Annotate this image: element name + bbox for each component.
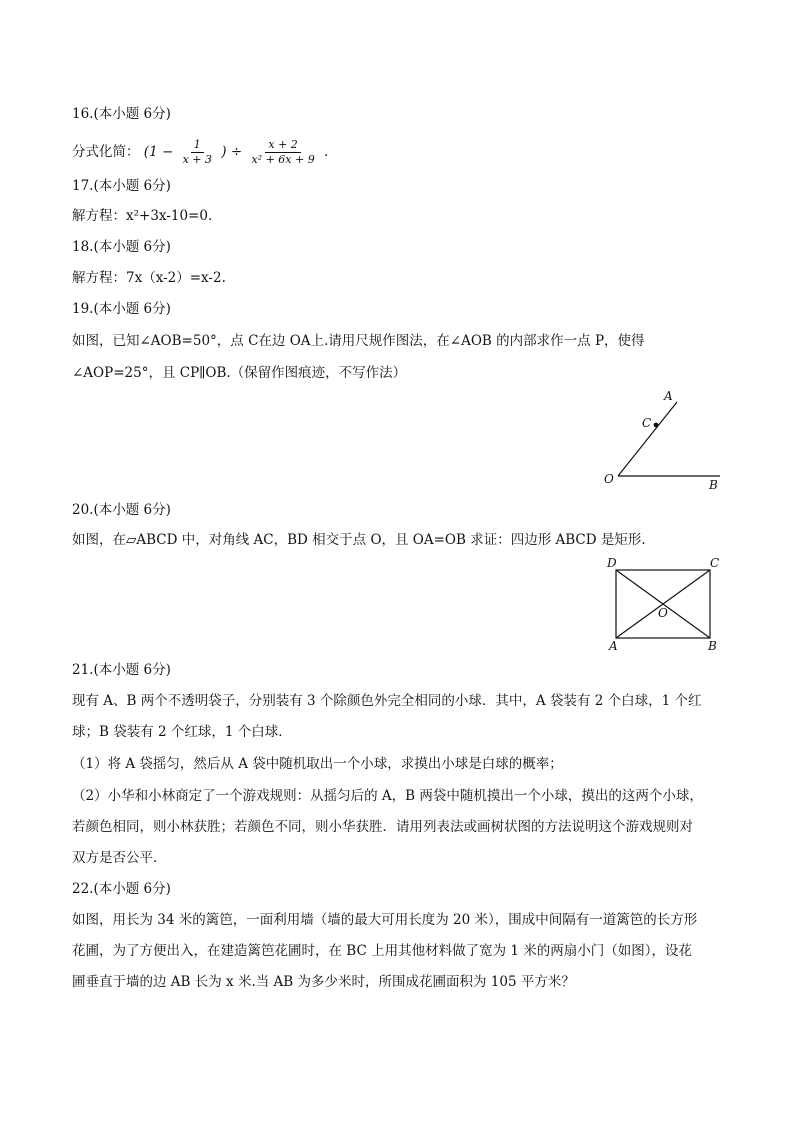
q21-line4: （2）小华和小林商定了一个游戏规则：从摇匀后的 A，B 两袋中随机摸出一个小球，摸出的这两个小球， bbox=[72, 788, 703, 804]
q22-line3: 圃垂直于墙的边 AB 长为 x 米.当 AB 为多少米时，所围成花圃面积为 105 平方米？ bbox=[72, 974, 575, 990]
q21-line2: 球；B 袋装有 2 个红球，1 个白球． bbox=[72, 724, 292, 740]
q16-frac2-num: x + 2 bbox=[265, 138, 300, 153]
q16-header: 16.(本小题 6分) bbox=[72, 106, 171, 122]
q16-frac1-num: 1 bbox=[191, 138, 204, 153]
q18-text: 解方程：7x（x-2）=x-2. bbox=[72, 270, 226, 286]
q16-frac2-den: x² + 6x + 9 bbox=[251, 153, 315, 166]
label-b: B bbox=[708, 639, 717, 653]
q21-line1: 现有 A、B 两个不透明袋子，分别装有 3 个除颜色外完全相同的小球．其中，A 袋装有 2 个白球，1 个红 bbox=[72, 693, 702, 709]
q22-line2: 花圃，为了方便出入，在建造篱笆花圃时，在 BC 上用其他材料做了宽为 1 米的两扇小门（如图），设花 bbox=[72, 943, 693, 959]
q16-frac1-den: x + 3 bbox=[182, 153, 212, 166]
ray-oa bbox=[618, 402, 677, 476]
label-d: D bbox=[607, 556, 617, 570]
q16-open: (1 − bbox=[143, 144, 174, 160]
q21-header: 21.(本小题 6分) bbox=[72, 662, 171, 678]
q18-header: 18.(本小题 6分) bbox=[72, 239, 171, 255]
label-a: A bbox=[664, 389, 673, 403]
q19-line1: 如图，已知∠AOB=50°，点 C在边 OA上.请用尺规作图法，在∠AOB 的内部求作一点 P，使得 bbox=[72, 333, 645, 349]
q20-header: 20.(本小题 6分) bbox=[72, 502, 171, 518]
q16-close: ) bbox=[221, 144, 227, 160]
q21-line5: 若颜色相同，则小林获胜；若颜色不同，则小华获胜．请用列表法或画树状图的方法说明这个游戏规则对 bbox=[72, 819, 693, 835]
q20-rectangle-figure bbox=[600, 554, 730, 654]
q16-prefix: 分式化简： bbox=[72, 144, 140, 160]
q16-frac1 bbox=[180, 138, 215, 167]
point-c bbox=[654, 423, 659, 428]
q20-text: 如图，在▱ABCD 中，对角线 AC，BD 相交于点 O，且 OA=OB 求证：四边形 ABCD 是矩形. bbox=[72, 532, 646, 548]
q17-header: 17.(本小题 6分) bbox=[72, 178, 171, 194]
label-o: O bbox=[604, 472, 614, 486]
label-c: C bbox=[710, 556, 720, 570]
q22-line1: 如图，用长为 34 米的篱笆，一面利用墙（墙的最大可用长度为 20 米），围成中间隔有一道篱笆的长方形 bbox=[72, 912, 698, 928]
q16-frac2 bbox=[248, 138, 317, 167]
label-o: O bbox=[658, 606, 668, 620]
q21-line3: （1）将 A 袋摇匀，然后从 A 袋中随机取出一个小球，求摸出小球是白球的概率； bbox=[72, 756, 563, 772]
q16-div: ÷ bbox=[230, 144, 243, 160]
label-c: C bbox=[642, 416, 652, 430]
q17-text: 解方程：x²+3x-10=0. bbox=[72, 208, 213, 224]
q21-line6: 双方是否公平． bbox=[72, 850, 167, 866]
q19-header: 19.(本小题 6分) bbox=[72, 301, 171, 317]
label-b: B bbox=[709, 478, 718, 492]
q19-angle-figure bbox=[596, 384, 728, 492]
q16-end: . bbox=[324, 144, 329, 160]
q16-body bbox=[72, 138, 328, 167]
label-a: A bbox=[609, 639, 618, 653]
q19-line2: ∠AOP=25°，且 CP∥OB.（保留作图痕迹，不写作法） bbox=[72, 365, 407, 381]
q22-header: 22.(本小题 6分) bbox=[72, 881, 171, 897]
